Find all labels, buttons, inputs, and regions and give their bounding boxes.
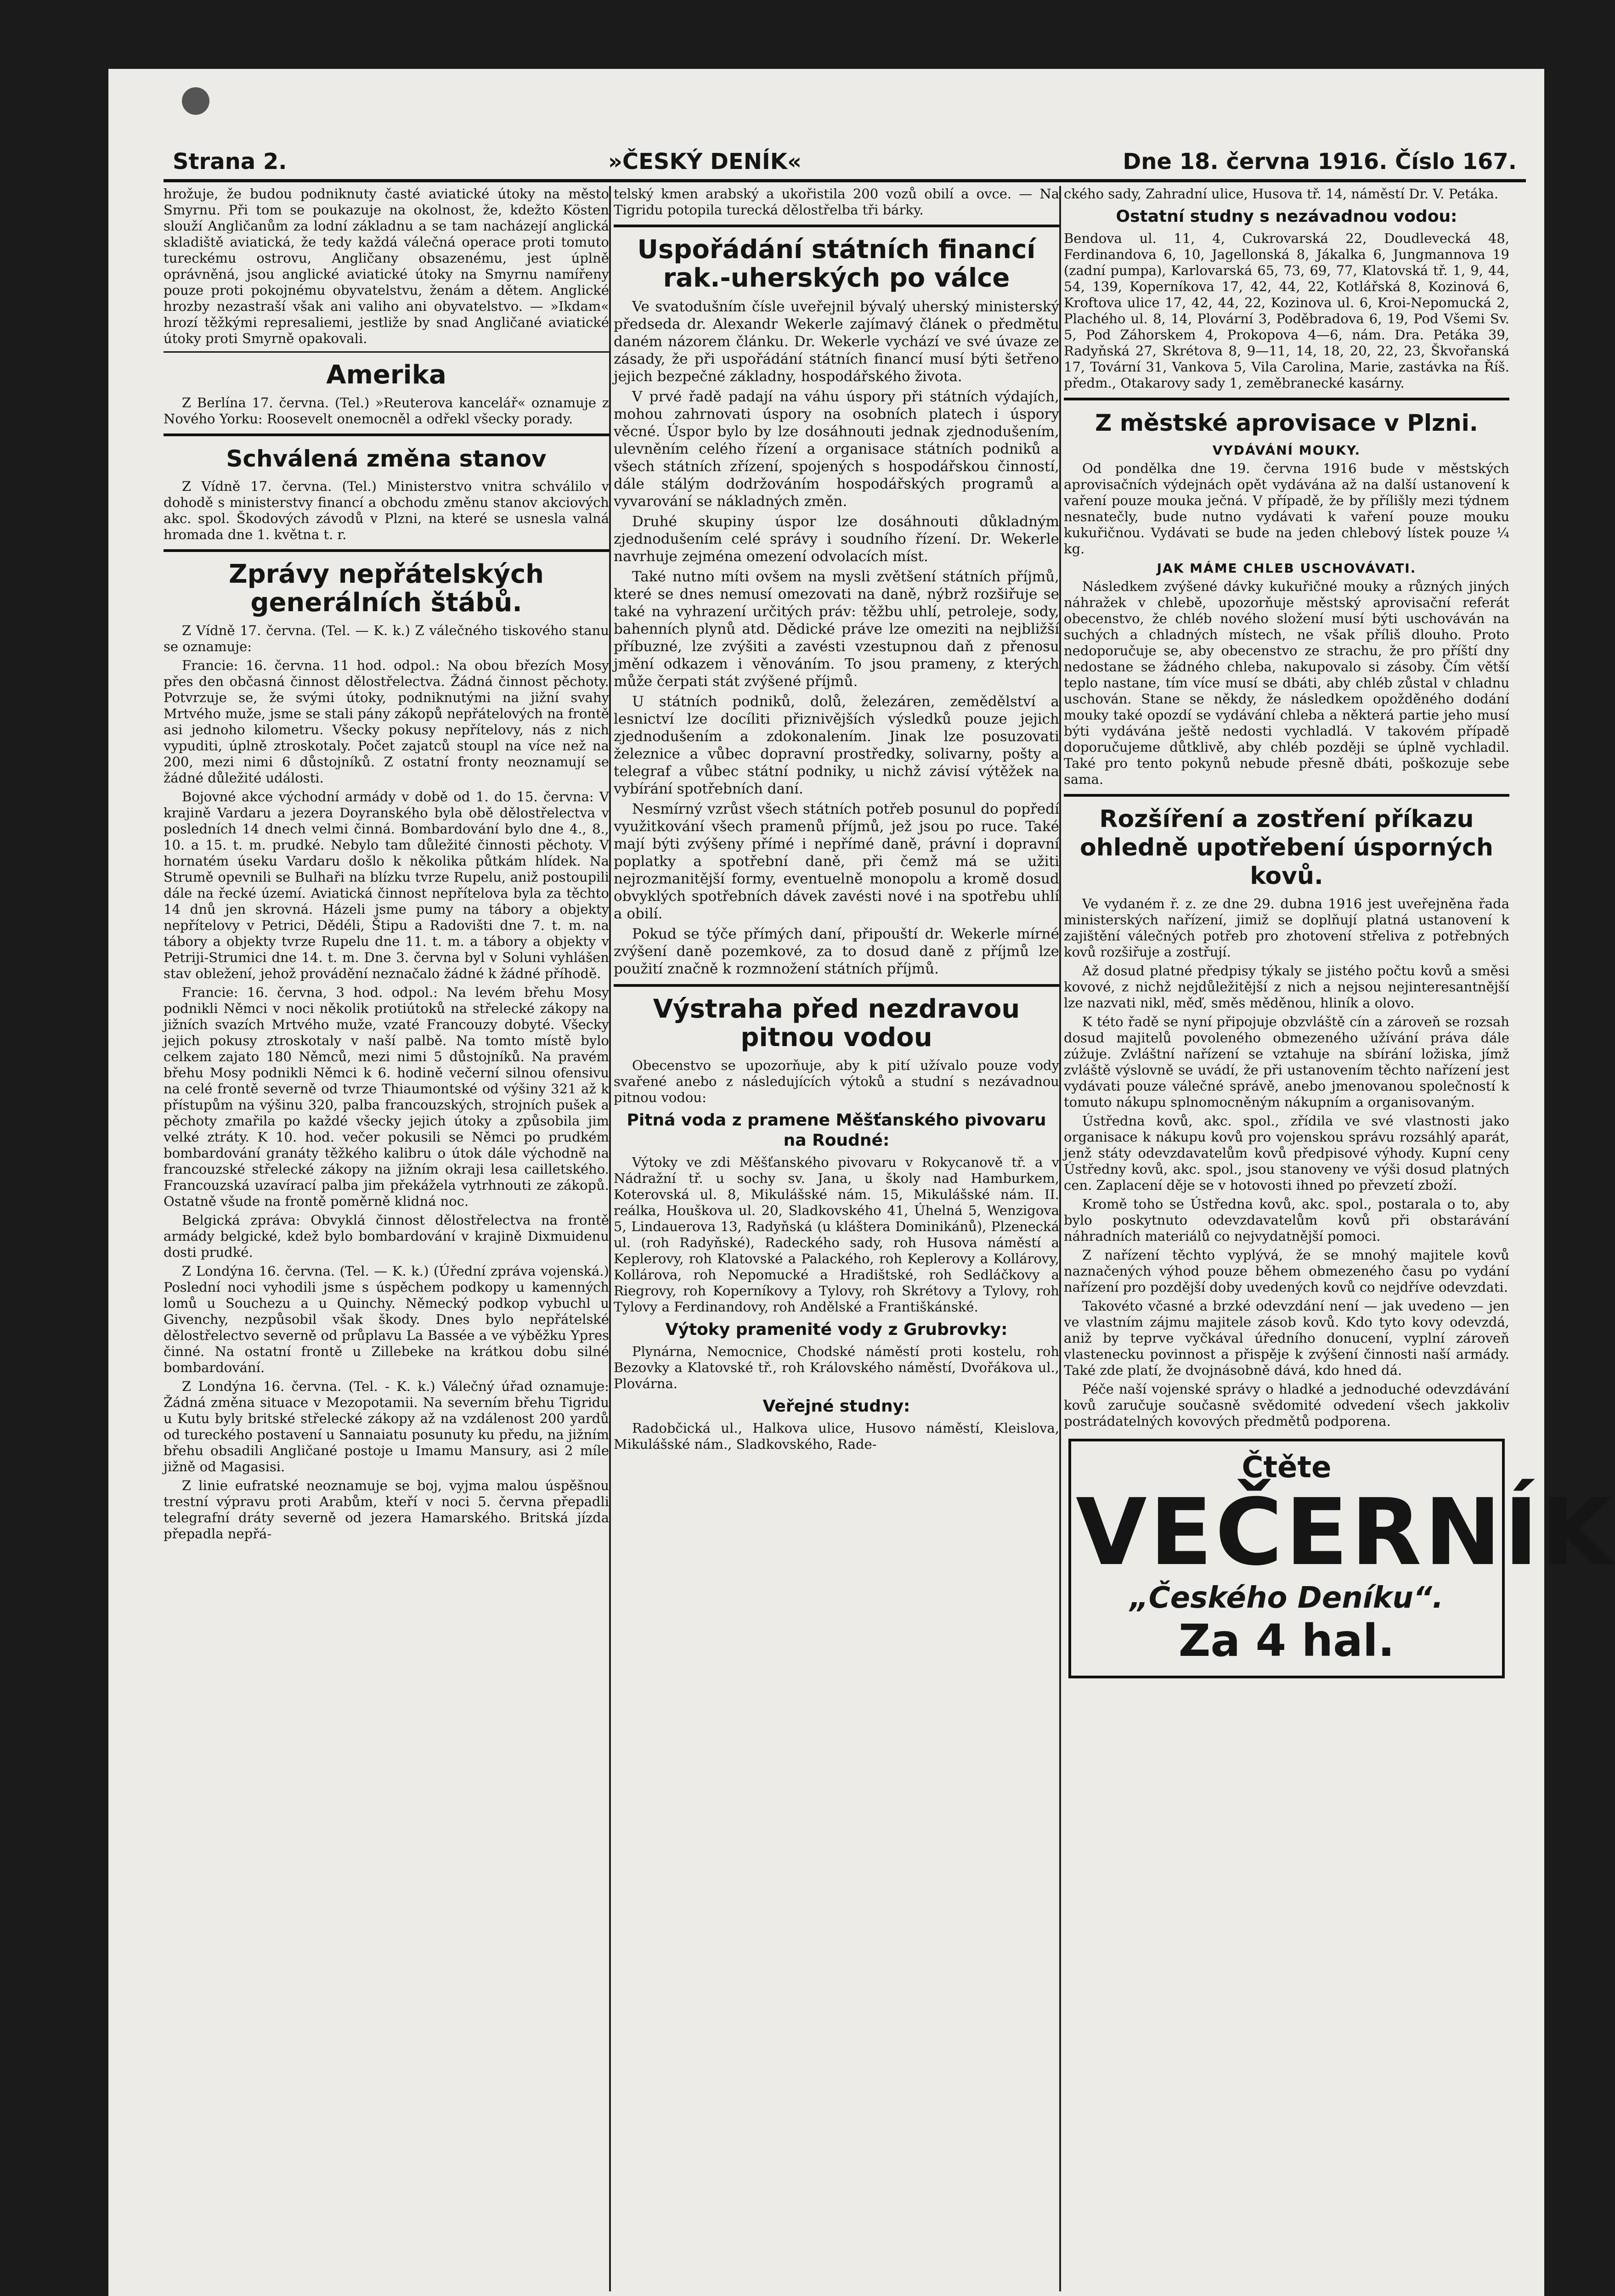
page-header: [173, 138, 1517, 174]
article-text: Ústředna kovů, akc. spol., zřídila ve své vlastnosti jako organisace k nákupu kovů pro vojenskou správu rozsáhlý aparát, jenž státy odevzdavatelům kovů předpisové výhody. Kupní ceny Ústředny kovů, akc. spol., jsou stanoveny ve výši dosud platných cen. Zaplacení děje se v hotovosti ihned po převzetí zboží.: [1064, 1113, 1509, 1193]
divider: [1064, 398, 1509, 400]
headline-vystraha: Výstraha před nezdravou pitnou vodou: [653, 994, 1020, 1052]
article-text: Pokud se týče přímých daní, připouští dr. Wekerle mírné zvýšení daně pozemkové, za to dosud daně z příjmů lze použití značně k rozmnožení státních příjmů.: [614, 926, 1059, 977]
issue-date: Dne 18. června 1916. Číslo 167.: [1123, 149, 1517, 174]
article-text: Kromě toho se Ústředna kovů, akc. spol., postarala o to, aby bylo poskytnuto odevzdavatelům kovů při obstarávání náhradních materiálů co nejvydatnější pomoci.: [1064, 1196, 1509, 1244]
subheadline-mouky: VYDÁVÁNÍ MOUKY.: [1212, 443, 1361, 458]
article-text: Z nařízení těchto vyplývá, že se mnohý majitele kovů naznačených výhod pouze během obmezeného času po vydání nařízení pro pozdější doby uvedených kovů co nejdříve odevzdati.: [1064, 1247, 1509, 1295]
column-3: [1064, 186, 1615, 2296]
article-text: Z Berlína 17. června. (Tel.) »Reuterova kancelář« oznamuje z Nového Yorku: Roosevelt onemocněl a odřekl všecky porady.: [164, 395, 609, 427]
column-1: [164, 186, 609, 2296]
article-text: hrožuje, že budou podniknuty časté aviatické útoky na město Smyrnu. Při tom se poukazuje na okolnost, že, kdežto Kösten slouží Angličanům za lodní základnu a se tam nacházejí anglická skladiště aviatická, že tedy každá válečná operace proti tomuto tureckému ostrovu, Angličany obsazenému, jest úplně oprávněná, jsou anglické aviatické útoky na Smyrnu namířeny pouze proti pokojnému obyvatelstvu, ženám a dětem. Anglické hrozby nezastraší však ani valiho ani obyvatelstvo. — »Ikdam« hrozí těžkými represaliemi, jestliže by snad Angličané aviatické útoky proti Smyrně opakovali.: [164, 186, 609, 346]
article-text: U státních podniků, dolů, železáren, zemědělství a lesnictví lze docíliti přiznivějších výsledků pouze jejich zjednodušením a zdokonalením. Jinak lze posuzovati železnice a vůbec dopravní prostředky, solivarny, pošty a telegraf a vůbec státní podniky, u nichž závisí výtěžek na vybírání spotřebních daní.: [614, 693, 1059, 797]
article-text: Plynárna, Nemocnice, Chodské náměstí proti kostelu, roh Bezovky a Klatovské tř., roh Královského náměstí, Dvořákova ul., Plovárna.: [614, 1344, 1059, 1391]
article-text: Z Vídně 17. června. (Tel.) Ministerstvo vnitra schválilo v dohodě s ministerstvy financí a obchodu změnu stanov akciových akc. spol. Škodových závodů v Plzni, na které se usnesla valná hromada dne 1. května t. r.: [164, 478, 609, 542]
headline-amerika: Amerika: [326, 360, 446, 390]
ad-line-3: „Českého Deníku“.: [1129, 1581, 1444, 1615]
divider: [164, 433, 609, 436]
article-text: Z linie eufratské neoznamuje se boj, vyjma malou úspěšnou trestní výpravu proti Arabům, kteří v noci 5. června přepadli telegrafní dráty severně od jezera Hamarského. Britská jízda přepadla nepřá-: [164, 1478, 609, 1542]
divider: [164, 351, 609, 353]
article-text: Až dosud platné předpisy týkaly se jistého počtu kovů a směsi kovové, z nichž nejdůležitější z nich a nejsou nejinteresantnější lze nazvati nikl, měď, směs měděnou, hliník a olovo.: [1064, 963, 1509, 1011]
article-text: Takovéto včasné a brzké odevzdání není — jak uvedeno — jen ve vlastním zájmu majitele zásob kovů. Kdo tyto kovy odevzdá, aniž by teprve vyčkával úředního donucení, vyplní zároveň vlastenecku povinnost a přispěje k zvýšení činnosti naší armády. Také zde platí, že dvojnásobně dává, kdo hned dá.: [1064, 1298, 1509, 1378]
article-text: K této řadě se nyní připojuje obzvláště cín a zároveň se rozsah dosud majitelů povoleného obmezeného užívání práva dále zúžuje. Zvláštní nařízení se vztahuje na sbírání ložiska, jímž zvláště výslovně se uvádí, že při ustanovením těchto nařízení jest vydávati pouze válečné správě, anebo jmenovanou společností k tomuto nákupu splnomocněným nákupním a organisovaným.: [1064, 1014, 1509, 1110]
headline-aprovisace: Z městské aprovisace v Plzni.: [1095, 410, 1478, 436]
subheadline-chleb: JAK MÁME CHLEB USCHOVÁVATI.: [1157, 561, 1417, 576]
headline-kovu: Rozšíření a zostření příkazu ohledně upotřebení úsporných kovů.: [1080, 805, 1493, 890]
divider: [164, 549, 609, 552]
article-text: Belgická zpráva: Obvyklá činnost dělostřelectva na frontě armády belgické, kdež bylo bombardování v krajině Dixmuidenu dosti prudké.: [164, 1212, 609, 1260]
article-text: Z Vídně 17. června. (Tel. — K. k.) Z válečného tiskového stanu se oznamuje:: [164, 623, 609, 654]
article-text: Také nutno míti ovšem na mysli zvětšení státních příjmů, které se dnes nemusí omezovati na daně, nýbrž rozšiřuje se také na vyhrazení určitých práv: těžbu uhlí, petroleje, sody, bahenních plynů atd. Dědické práve lze omeziti na nejbližší příbuzné, lze zvýšiti a zavésti vzestupnou daň z přenosu jmění odkazem i věnováním. To jsou prameny, z kterých může čerpati stát zvýšené příjmů.: [614, 568, 1059, 690]
column-divider: [609, 186, 611, 2291]
punch-hole: [182, 87, 209, 115]
column-divider: [1059, 186, 1061, 2291]
page-number: Strana 2.: [173, 149, 287, 174]
article-text: Druhé skupiny úspor lze dosáhnouti důkladným zjednodušením celé správy i soudního řízení. Dr. Wekerle navrhuje zejména omezení odvolacích míst.: [614, 513, 1059, 565]
ad-line-4: Za 4 hal.: [1178, 1615, 1395, 1666]
article-text: Francie: 16. června. 11 hod. odpol.: Na obou březích Mosy přes den občasná činnost dělostřelectva. Žádná činnost pěchoty. Potvrzuje se, že svými útoky, podniknutými na jižní svahy Mrtvého muže, jsme se stali pány zákopů nepřátelových na frontě asi jednoho kilometru. Všecky pokusy nepřítelovy, nás z nich vypuditi, úplně ztroskotaly. Počet zajatců stoupl na více než na 200, mezi nimi 6 důstojníků. Z ostatní fronty neoznamují se žádné důležité události.: [164, 658, 609, 786]
vecernik-advertisement: [1068, 1439, 1615, 1678]
article-text: ckého sady, Zahradní ulice, Husova tř. 14, náměstí Dr. V. Petáka.: [1064, 186, 1499, 202]
headline-stanov: Schválená změna stanov: [226, 445, 547, 472]
subheadline-grubrovky: Výtoky pramenité vody z Grubrovky:: [665, 1320, 1008, 1339]
article-text: Nesmírný vzrůst všech státních potřeb posunul do popředí využitkování všech pramenů příjmů, jež jsou po ruce. Také mají býti zvýšeny přímé i nepřímé daně, právní i dopravní poplatky a spotřební daně, při čemž má se užiti nejrozmanitější formy, eventuelně monopolu a kromě dosud obvyklých spotřebních dávek zavésti nové i na spotřebu uhlí a obilí.: [614, 801, 1059, 922]
article-text: Bendova ul. 11, 4, Cukrovarská 22, Doudlevecká 48, Ferdinandova 6, 10, Jagellonská 8, Jákalka 6, Jungmannova 19 (zadní pumpa), Karlovarská 65, 73, 69, 77, Klatovská tř. 1, 9, 44, 54, 139, Koperníkova 17, 42, 44, 22, Kotlářská 8, Kozinová 6, Kroftova ulice 17, 42, 44, 22, Kozinova ul. 6, Kroi-Nepomucká 2, Plachého ul. 8, 14, Plovární 3, Poděbradova 6, 19, Pod Všemi Sv. 5, Pod Záhorskem 4, Prokopova 4—6, nám. Dra. Petáka 39, Radyňská 27, Skrétova 8, 9—11, 14, 18, 20, 22, 23, Škvořanská 17, Tovární 31, Vankova 5, Vila Carolina, Marie, zastávka na Říš. předm., Otakarovy sady 1, zeměbranecké kasárny.: [1064, 231, 1509, 391]
divider: [614, 984, 1059, 987]
subheadline-pivovar: Pitná voda z pramene Měšťanského pivovaru na Roudné:: [627, 1111, 1046, 1150]
header-rule: [164, 179, 1526, 182]
divider: [614, 225, 1059, 227]
article-text: Ve vydaném ř. z. ze dne 29. dubna 1916 jest uveřejněna řada ministerských nařízení, jimiž se doplňují platná ustanovení k zajištění válečných potřeb pro zhotovení střeliva z potřebných kovů rozšiřuje a zostřují.: [1064, 896, 1509, 960]
article-text: Ve svatodušním čísle uveřejnil bývalý uherský ministerský předseda dr. Alexandr Wekerle zajímavý článek o předmětu daném názorem článku. Dr. Wekerle vychází ve své úvaze ze zásady, že při uspořádání státních financí musí býti šetřeno jejich bezpečné základny, hospodářského života.: [614, 298, 1059, 385]
ad-line-2: VEČERNÍK: [1076, 1479, 1615, 1586]
newspaper-page: [108, 69, 1615, 2296]
subheadline-verejne: Veřejné studny:: [762, 1397, 910, 1416]
column-2: [614, 186, 1059, 2296]
article-text: Následkem zvýšené dávky kukuřičné mouky a různých jiných náhražek v chlebě, upozorňuje městský aprovisační referát obecenstvo, že chléb nového složení musí býti uschováván na suchých a chladných místech, ne však příliš dlouho. Proto nedoporučuje se, aby obecenstvo ze strachu, že pro příští dny nedostane se žádného chleba, nakupovalo si zásoby. Čím větší teplo nastane, tím více musí se dbáti, aby chléb zůstal v chladnu uschován. Stane se někdy, že následkem opožděného dodání mouky také opozdí se vydávání chleba a některá partie jeho musí býti vydávána ještě nedosti vychladlá. V takovém případě doporučujeme důtklivě, aby chléb později se úplně vychladil. Také pro tento pokynů nebude přesně dbáti, poškozuje sebe sama.: [1064, 579, 1509, 787]
headline-financi: Uspořádání státních financí rak.-uherských po válce: [637, 235, 1036, 293]
article-text: Obecenstvo se upozorňuje, aby k pití užívalo pouze vody svařené anebo z následujících výtoků a studní s nezávadnou pitnou vodou:: [614, 1058, 1059, 1105]
headline-zpravy: Zprávy nepřátelských generálních štábů.: [228, 559, 544, 618]
article-text: Francie: 16. června, 3 hod. odpol.: Na levém břehu Mosy podnikli Němci v noci několik protiútoků na střelecké zákopy na jižních svazích Mrtvého muže, vzaté Francouzy dobyté. Všecky jejich pokusy ztroskotaly v naší palbě. Na tomto místě bylo celkem zajato 180 Němců, mezi nimi 5 důstojníků. Na pravém břehu Mosy podnikli Němci k 6. hodině večerní silnou ofensivu na celé frontě severně od tvrze Thiaumontské od výšiny 321 až k přístupům na výšinu 320, palba francouzských, strojních pušek a pěchoty zmařila po každé všecky jejich útoky a způsobila jim velké ztráty. K 10. hod. večer pokusili se Němci po prudkém bombardování granáty těžkého kalibru o útok dále východně na francouzské střelecké zákopy na jižním okraji lesa cailletského. Francouzská uzavírací palba jim překážela vytrhnouti ze zákopů. Ostatně všude na frontě poměrně klidná noc.: [164, 985, 609, 1209]
article-text: Z Londýna 16. června. (Tel. - K. k.) Válečný úřad oznamuje: Žádná změna situace v Mezopotamii. Na severním břehu Tigridu u Kutu byly britské střelecké zákopy až na vzdálenost 200 yardů od tureckého postavení u Sannaiatu posunuty ku předu, na jižním břehu obsadili Angličané postoje u Imamu Mansury, asi 2 míle jižně od Magasisi.: [164, 1379, 609, 1474]
article-text: Péče naší vojenské správy o hladké a jednoduché odevzdávání kovů zaručuje současně svědomité odvedení všech jakkoliv postrádatelných kovových předmětů podporena.: [1064, 1381, 1509, 1429]
divider: [1064, 794, 1509, 797]
article-text: Výtoky ve zdi Měšťanského pivovaru v Rokycanově tř. a v Nádražní tř. u sochy sv. Jana, u školy nad Hamburkem, Koterovská ul. 8, Mikulášské nám. 15, Mikulášské nám. II. reálka, Houškova ul. 20, Sladkovského 41, Úhelná 5, Wenzigova 5, Lindauerova 13, Radyňská (u kláštera Dominikánů), Plzenecká ul. (roh Radyňské), Radeckého sady, roh Husova náměstí a Keplerovy, roh Klatovské a Palackého, roh Keplerovy a Kollárovy, Kollárova, roh Nepomucké a Hradištské, roh Sedláčkovy a Riegrovy, roh Koperníkovy a Tylovy, roh Skrétovy a Tylovy, roh Tylovy a Ferdinandovy, roh Andělské a Františkánské.: [614, 1154, 1059, 1315]
article-text: Z Londýna 16. června. (Tel. — K. k.) (Úřední zpráva vojenská.) Poslední noci vyhodili jsme s úspěchem podkopy u kamenných lomů u Souchezu a u Quinchy. Německý podkop vybuchl u Givenchy, nezpůsobil však škody. Dnes bylo nepřátelské dělostřelectvo severně od průplavu La Bassée a ve výběžku Ypres činné. Na ostatní frontě u Zillebeke na krátkou dobu silné bombardování.: [164, 1263, 609, 1375]
article-text: V prvé řadě padají na váhu úspory při státních výdajích, mohou zahrnovati úspory na osobních platech i úspory věcné. Úspor bylo by lze dosáhnouti jednak zjednodušením, ulevněním celého řízení a organisace státních podniků a všech státních zřízení, spojených s hospodářskou činností, dále stálým dodržováním hospodářských programů a vyvarování se nákladných změn.: [614, 388, 1059, 510]
article-text: Od pondělka dne 19. června 1916 bude v městských aprovisačních výdejnách opět vydávána až na další ustanovení k vaření pouze mouka ječná. V případě, že by přílišly mezi týdnem nesnatečly, bude nutno vydávati k vaření pouze mouku kukuřičnou. Vydávati se bude na jeden chlebový lístek pouze ¼ kg.: [1064, 461, 1509, 557]
ad-line-1: Čtěte: [1242, 1451, 1332, 1485]
article-text: Radobčická ul., Halkova ulice, Husovo náměstí, Kleislova, Mikulášské nám., Sladkovského, Rade-: [614, 1420, 1059, 1452]
article-text: telský kmen arabský a ukořistila 200 vozů obilí a ovce. — Na Tigridu potopila turecká dělostřelba tři bárky.: [614, 186, 1059, 218]
article-text: Bojovné akce východní armády v době od 1. do 15. června: V krajině Vardaru a jezera Doyranského byla obě dělostřelectva v posledních 14 dnech velmi činná. Bombardování bylo dne 4., 8., 10. a 15. t. m. prudké. Nebylo tam důležité činnosti pěchoty. V hornatém úseku Vardaru došlo k několika půtkám hlídek. Na Strumě opevnili se Bulhaři na blízku tvrze Rupelu, aniž postoupili dále na řecké území. Aviatická činnost nepřítelova byla za těchto 14 dnů jen skrovná. Házeli jsme pumy na tábory a objekty nepřítelovy v Petrici, Dědéli, Štipu a Radovišti dne 7. t. m. na tábory a objekty tvrze Rupelu dne 11. t. m. a tábory a objekty v Petriji-Strumici dne 14. t. m. Dne 3. června byl v Soluni vyhlášen stav obležení, jehož provádění neznačalo žádné k žádné příhodě.: [164, 789, 609, 981]
subheadline-ostatni: Ostatní studny s nezávadnou vodou:: [1116, 207, 1457, 226]
masthead-title: »ČESKÝ DENÍK«: [608, 149, 802, 174]
